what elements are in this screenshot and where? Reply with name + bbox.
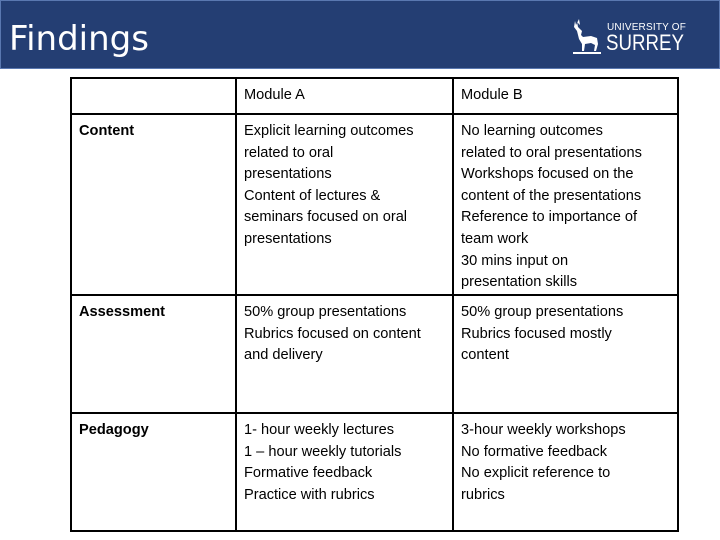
cell-module-b [453, 114, 678, 295]
cell-line: related to oral [244, 144, 334, 161]
logo-text-top: UNIVERSITY OF [607, 22, 687, 33]
row-label: Pedagogy [71, 413, 236, 531]
cell-line: Explicit learning outcomes [244, 123, 414, 139]
cell-module-b [453, 295, 678, 413]
cell-line: rubrics [461, 486, 505, 503]
logo-text-main: SURREY [606, 30, 684, 55]
cell-line: 50% group presentations [244, 304, 407, 320]
table-row [71, 295, 678, 413]
cell-line: content of the presentations [461, 187, 642, 204]
cell-line: 30 mins input on [461, 252, 569, 269]
cell-line: Content of lectures & [244, 187, 381, 204]
cell-line: seminars focused on oral [244, 209, 408, 226]
cell-line: team work [461, 230, 529, 247]
cell-module-a [236, 114, 453, 295]
slide-header [0, 0, 720, 69]
header-cell-empty [71, 78, 236, 114]
row-label: Assessment [71, 295, 236, 413]
cell-line: and delivery [244, 347, 323, 364]
cell-module-b [453, 413, 678, 531]
cell-line: Reference to importance of [461, 209, 638, 226]
header-cell-module-a: Module A [236, 78, 453, 114]
cell-line: No learning outcomes [461, 123, 603, 139]
cell-line: Rubrics focused on content [244, 325, 421, 342]
cell-line: content [461, 347, 509, 364]
cell-line: No explicit reference to [461, 465, 611, 482]
cell-line: No formative feedback [461, 443, 608, 460]
cell-line: presentations [244, 166, 332, 183]
cell-line: Formative feedback [244, 465, 373, 482]
cell-line: presentations [244, 230, 332, 247]
header-cell-module-b: Module B [453, 78, 678, 114]
university-logo [571, 17, 701, 57]
cell-line: 50% group presentations [461, 304, 624, 320]
cell-line: presentation skills [461, 274, 577, 291]
table-header-row [71, 78, 678, 114]
row-label: Content [71, 114, 236, 295]
slide-title: Findings [9, 19, 149, 59]
cell-line: 1 – hour weekly tutorials [244, 443, 402, 460]
table-row [71, 413, 678, 531]
cell-line: Rubrics focused mostly [461, 325, 612, 342]
cell-line: related to oral presentations [461, 144, 642, 161]
table-row [71, 114, 678, 295]
findings-table [70, 77, 679, 532]
cell-line: Workshops focused on the [461, 166, 634, 183]
stag-icon [571, 17, 603, 55]
cell-line: Practice with rubrics [244, 486, 375, 503]
cell-module-a [236, 295, 453, 413]
cell-module-a [236, 413, 453, 531]
cell-line: 3-hour weekly workshops [461, 422, 626, 438]
cell-line: 1- hour weekly lectures [244, 422, 395, 438]
